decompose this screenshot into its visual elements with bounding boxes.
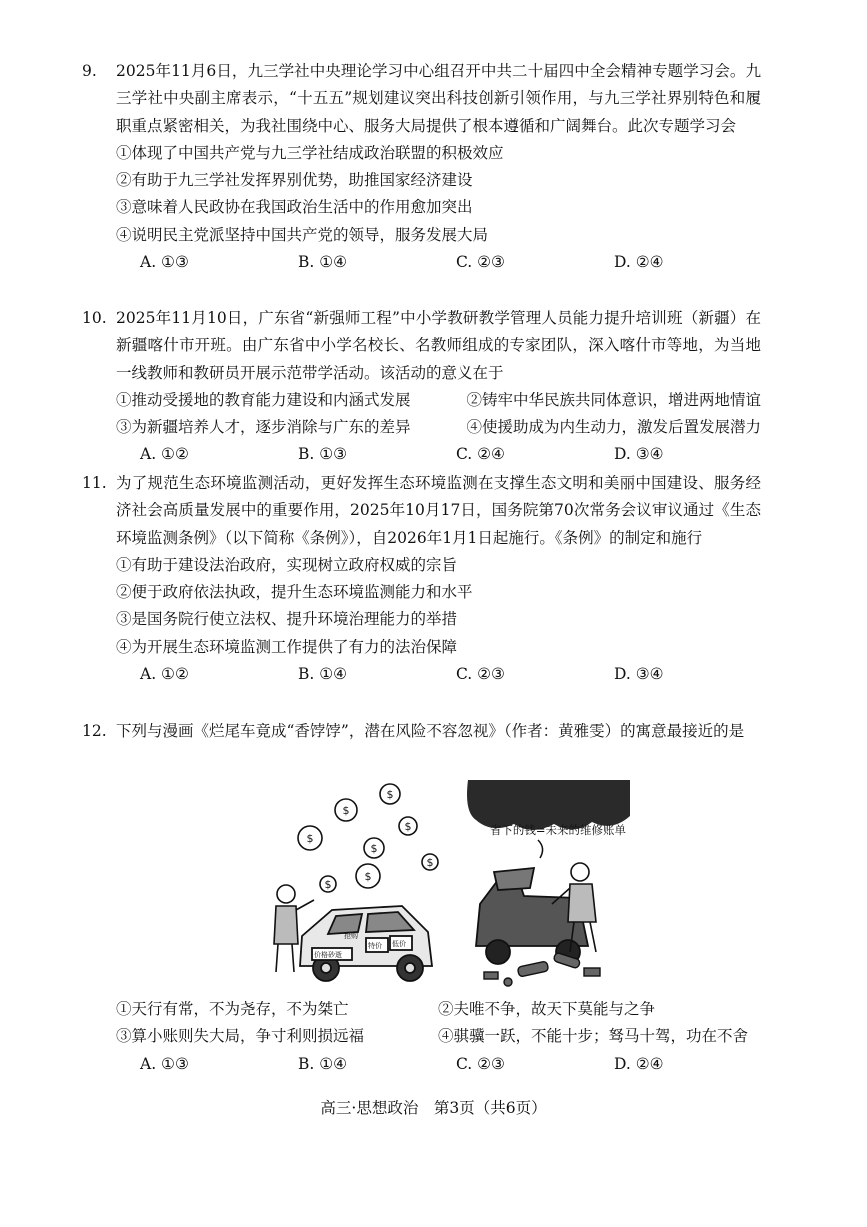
answer-choices xyxy=(116,661,761,688)
question-stem: 2025年11月10日，广东省“新强师工程”中小学教研教学管理人员能力提升培训班（新疆）在新疆喀什市开班。由广东省中小学名校长、名教师组成的专家团队，深入喀什市等地，为当地一线教师和教研员开展示范带学活动。该活动的意义在于 xyxy=(116,309,761,382)
statement: ②有助于九三学社发挥界别优势，助推国家经济建设 xyxy=(116,171,473,190)
choice-a[interactable]: A. ①② xyxy=(140,445,189,464)
statement: ④为开展生态环境监测工作提供了有力的法治保障 xyxy=(116,637,458,656)
choice-c[interactable]: C. ②③ xyxy=(456,253,505,272)
answer-choices xyxy=(116,249,761,276)
question-stem: 为了规范生态环境监测活动，更好发挥生态环境监测在支撑生态文明和美丽中国建设、服务经济社会高质量发展中的重要作用，2025年10月17日，国务院第70次常务会议审议通过《生态环境监测条例》（以下简称《条例》），自2026年1月1日起施行。《条例》的制定和施行 xyxy=(116,474,761,547)
choice-d[interactable]: D. ②④ xyxy=(614,253,664,272)
cartoon-caption: 省下的钱=未来的维修账单 xyxy=(489,823,627,837)
choice-b[interactable]: B. ①④ xyxy=(298,253,348,272)
answer-choices xyxy=(116,1051,761,1078)
statement: ②夫唯不争，故天下莫能与之争 xyxy=(438,1000,656,1018)
answer-choices xyxy=(116,441,761,468)
statement: ②便于政府依法执政，提升生态环境监测能力和水平 xyxy=(116,583,473,602)
svg-text:特价: 特价 xyxy=(368,942,382,950)
statement: ③算小账则失大局，争寸利则损远福 xyxy=(116,1027,365,1046)
cartoon-illustration xyxy=(262,776,634,994)
choice-a[interactable]: A. ①③ xyxy=(140,1054,189,1073)
question-stem: 下列与漫画《烂尾车竟成“香饽饽”，潜在风险不容忽视》（作者：黄雅雯）的寓意最接近的是 xyxy=(116,722,745,740)
choice-b[interactable]: B. ①④ xyxy=(298,1054,348,1073)
svg-text:$: $ xyxy=(306,832,314,845)
svg-text:$: $ xyxy=(404,820,412,833)
choice-c[interactable]: C. ②③ xyxy=(456,1054,505,1073)
statement: ③意味着人民政协在我国政治生活中的作用愈加突出 xyxy=(116,198,473,217)
statement-row xyxy=(116,1023,761,1050)
new-car-icon xyxy=(300,906,432,981)
svg-text:$: $ xyxy=(324,878,332,891)
choice-a[interactable]: A. ①③ xyxy=(140,253,189,272)
svg-text:$: $ xyxy=(386,788,394,801)
statement: ①体现了中国共产党与九三学社结成政治联盟的积极效应 xyxy=(116,143,504,162)
statement: ①有助于建设法治政府，实现树立政府权威的宗旨 xyxy=(116,555,458,574)
statement: ①天行有常，不为尧存，不为桀亡 xyxy=(116,1000,349,1018)
question-10 xyxy=(82,305,761,469)
svg-text:抢购: 抢购 xyxy=(344,932,358,940)
statement: ④使援助成为内生动力，激发后置发展潜力 xyxy=(466,418,761,437)
choice-d[interactable]: D. ③④ xyxy=(614,445,664,464)
svg-text:$: $ xyxy=(364,870,372,883)
svg-text:价格砂逝: 价格砂逝 xyxy=(314,951,342,959)
statement: ③为新疆培养人才，逐步消除与广东的差异 xyxy=(116,418,411,437)
question-stem: 2025年11月6日，九三学社中央理论学习中心组召开中共二十届四中全会精神专题学习会。九三学社中央副主席表示，“十五五”规划建议突出科技创新引领作用，与九三学社界别特色和履职重点紧密相关，为我社围绕中心、服务大局提供了根本遵循和广阔舞台。此次专题学习会 xyxy=(116,62,761,135)
statement: ④骐骥一跃，不能十步；驽马十驾，功在不舍 xyxy=(438,1027,749,1046)
page-footer: 高三·思想政治 第3页（共6页） xyxy=(320,1099,547,1117)
question-number: 9. xyxy=(82,62,97,80)
svg-text:低价: 低价 xyxy=(392,940,406,948)
choice-d[interactable]: D. ③④ xyxy=(614,665,664,684)
svg-text:$: $ xyxy=(426,856,434,869)
question-11 xyxy=(82,470,761,688)
choice-c[interactable]: C. ②③ xyxy=(456,665,505,684)
question-12 xyxy=(82,718,761,745)
choice-b[interactable]: B. ①③ xyxy=(298,445,348,464)
svg-text:$: $ xyxy=(370,842,378,855)
question-number: 11. xyxy=(82,474,107,492)
question-number: 12. xyxy=(82,722,107,740)
statement-row xyxy=(116,996,761,1023)
statement: ①推动受援地的教育能力建设和内涵式发展 xyxy=(116,390,411,409)
svg-text:$: $ xyxy=(342,804,350,817)
statement: ③是国务院行使立法权、提升环境治理能力的举措 xyxy=(116,610,458,629)
question-12-options xyxy=(116,996,761,1078)
speech-pointer xyxy=(538,840,543,858)
statement: ④说明民主党派坚持中国共产党的领导，服务发展大局 xyxy=(116,225,489,244)
statement: ②铸牢中华民族共同体意识，增进两地情谊 xyxy=(466,390,761,409)
choice-a[interactable]: A. ①② xyxy=(140,665,189,684)
choice-c[interactable]: C. ②④ xyxy=(456,445,505,464)
choice-d[interactable]: D. ②④ xyxy=(614,1054,664,1073)
question-number: 10. xyxy=(82,309,107,327)
statement-row xyxy=(116,387,761,414)
choice-b[interactable]: B. ①④ xyxy=(298,665,348,684)
question-9 xyxy=(82,58,761,276)
statement-row xyxy=(116,414,761,441)
